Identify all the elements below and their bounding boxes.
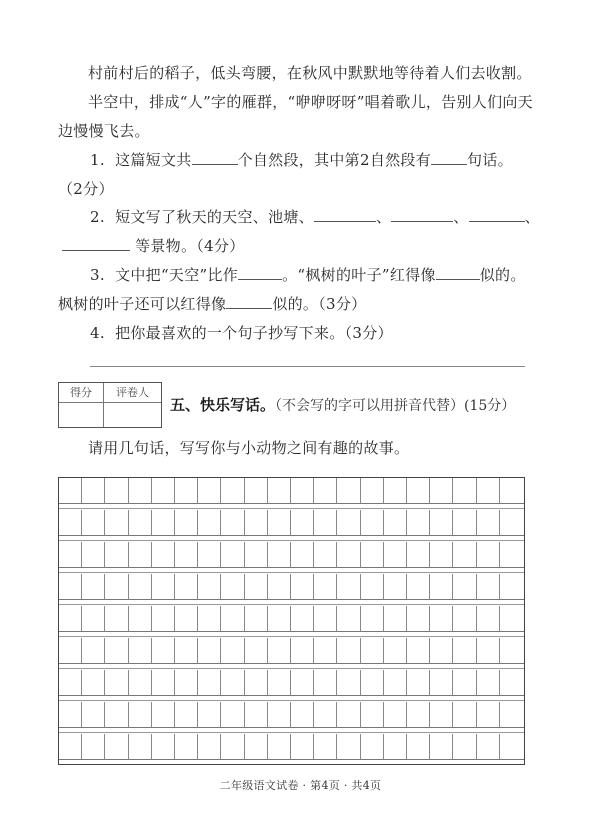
grid-cell[interactable] [314,702,337,727]
grid-cell[interactable] [314,574,337,599]
grid-cell[interactable] [337,670,360,695]
grid-cell[interactable] [129,510,152,535]
grid-cell[interactable] [82,638,105,663]
grid-cell[interactable] [198,702,221,727]
grid-cell[interactable] [361,670,384,695]
grid-row [59,670,524,696]
grid-cell[interactable] [361,510,384,535]
grid-cell[interactable] [105,574,128,599]
row-divider [59,636,524,637]
grid-cell[interactable] [82,574,105,599]
grid-cell[interactable] [430,478,453,503]
grid-cell[interactable] [245,734,268,759]
grid-cell[interactable] [268,638,291,663]
answer-blank[interactable] [431,150,467,165]
question-1-score: （2分） [58,180,114,198]
grid-cell[interactable] [430,606,453,631]
grid-cell[interactable] [430,638,453,663]
grid-cell[interactable] [221,734,244,759]
question-3-text-c: 似的。 [479,266,526,284]
answer-blank[interactable] [192,150,238,165]
question-1 [90,150,513,170]
grid-cell[interactable] [129,542,152,567]
grid-cell[interactable] [59,574,82,599]
grid-cell[interactable] [430,670,453,695]
grid-cell[interactable] [361,574,384,599]
grid-cell[interactable] [105,606,128,631]
grid-cell[interactable] [291,574,314,599]
grid-cell[interactable] [105,734,128,759]
passage-line-3: 边慢慢飞去。 [58,122,150,140]
grid-cell[interactable] [152,702,175,727]
section-5-note: （不会写的字可以用拼音代替）(15分） [275,398,516,414]
grid-cell[interactable] [384,734,407,759]
grid-cell[interactable] [82,702,105,727]
grid-cell[interactable] [129,702,152,727]
grid-cell[interactable] [337,734,360,759]
grid-cell[interactable] [129,606,152,631]
answer-blank[interactable] [62,236,130,251]
question-2-text-b: 等景物。（4分） [135,237,245,255]
grid-cell[interactable] [407,542,430,567]
grid-cell[interactable] [152,638,175,663]
grid-row [59,510,524,536]
grid-cell[interactable] [105,670,128,695]
grid-cell[interactable] [268,670,291,695]
answer-blank[interactable] [238,265,282,280]
question-3-text-b: 。“枫树的叶子”红得像 [282,266,436,284]
grid-cell[interactable] [245,670,268,695]
grid-cell[interactable] [59,702,82,727]
grid-cell[interactable] [407,670,430,695]
grid-cell[interactable] [198,734,221,759]
grid-cell[interactable] [337,638,360,663]
grid-cell[interactable] [430,574,453,599]
grid-cell[interactable] [384,702,407,727]
grid-row [59,542,524,568]
passage-line-2: 半空中，排成“人”字的雁群，“咿咿呀呀”唱着歌儿，告别人们向天 [88,93,533,111]
grid-cell[interactable] [361,478,384,503]
question-3-cont [58,294,366,314]
grid-cell[interactable] [407,478,430,503]
grid-cell[interactable] [268,606,291,631]
grid-cell[interactable] [453,574,476,599]
grid-cell[interactable] [453,702,476,727]
grid-cell[interactable] [198,510,221,535]
grid-cell[interactable] [175,478,198,503]
grid-cell[interactable] [407,734,430,759]
question-1-text-a: 这篇短文共 [115,151,192,169]
grid-cell[interactable] [221,638,244,663]
grid-cell[interactable] [198,670,221,695]
question-1-number: 1. [90,151,105,169]
row-divider [59,572,524,573]
grader-cell[interactable] [104,403,161,427]
separator: 、 [375,208,392,226]
answer-blank[interactable] [469,207,525,222]
grid-cell[interactable] [477,670,500,695]
section-5-title: 五、快乐写话。 [170,396,276,414]
grid-cell[interactable] [314,670,337,695]
section-5-heading [170,395,515,416]
grid-cell[interactable] [453,606,476,631]
grid-cell[interactable] [152,670,175,695]
question-1-text-b: 个自然段，其中第2自然段有 [237,151,432,169]
grid-cell[interactable] [198,574,221,599]
grid-cell[interactable] [477,478,500,503]
grid-cell[interactable] [384,670,407,695]
grid-cell[interactable] [337,510,360,535]
grid-cell[interactable] [221,510,244,535]
grid-cell[interactable] [291,670,314,695]
grid-cell[interactable] [477,734,500,759]
grid-cell[interactable] [82,670,105,695]
score-table [58,382,162,428]
grid-cell[interactable] [245,574,268,599]
row-divider [59,540,524,541]
grid-row [59,638,524,664]
score-cell[interactable] [59,403,104,427]
grid-cell[interactable] [430,734,453,759]
grid-cell[interactable] [268,542,291,567]
question-3-text-d: 枫树的叶子还可以红得像 [58,295,227,313]
grid-cell[interactable] [453,478,476,503]
question-3-number: 3. [90,266,105,284]
grid-cell[interactable] [59,670,82,695]
writing-prompt: 请用几句话，写写你与小动物之间有趣的故事。 [88,439,410,457]
answer-blank[interactable] [314,207,376,222]
grid-cell[interactable] [221,702,244,727]
question-2-number: 2. [90,208,105,226]
question-3-text-a: 文中把“天空”比作 [115,266,239,284]
grid-cell[interactable] [82,478,105,503]
grid-cell[interactable] [175,606,198,631]
question-4-text: 把你最喜欢的一个句子抄写下来。（3分） [115,324,393,342]
grid-cell[interactable] [268,478,291,503]
grid-cell[interactable] [82,542,105,567]
grid-cell[interactable] [453,510,476,535]
grid-cell[interactable] [384,478,407,503]
score-header: 得分 [59,383,104,403]
grid-cell[interactable] [105,478,128,503]
grid-cell[interactable] [453,542,476,567]
grid-cell[interactable] [314,510,337,535]
grid-cell[interactable] [291,478,314,503]
row-divider [59,668,524,669]
grid-cell[interactable] [430,702,453,727]
grid-row [59,734,524,760]
grid-cell[interactable] [129,638,152,663]
answer-line[interactable] [90,366,525,367]
grid-row [59,478,524,504]
answer-blank[interactable] [436,265,480,280]
grid-cell[interactable] [82,606,105,631]
grid-cell[interactable] [477,574,500,599]
grid-cell[interactable] [453,638,476,663]
grid-cell[interactable] [314,478,337,503]
grid-cell[interactable] [59,542,82,567]
grid-cell[interactable] [175,702,198,727]
grid-cell[interactable] [384,542,407,567]
grid-cell[interactable] [314,542,337,567]
grid-cell[interactable] [268,574,291,599]
writing-grid[interactable] [58,477,525,765]
row-divider [59,604,524,605]
grid-cell[interactable] [430,542,453,567]
grid-cell[interactable] [268,702,291,727]
grid-cell[interactable] [361,734,384,759]
grader-header: 评卷人 [104,383,161,403]
grid-cell[interactable] [314,606,337,631]
answer-blank[interactable] [391,207,453,222]
grid-cell[interactable] [384,638,407,663]
grid-cell[interactable] [152,510,175,535]
grid-cell[interactable] [291,542,314,567]
question-2 [90,207,540,227]
grid-cell[interactable] [291,702,314,727]
grid-cell[interactable] [407,702,430,727]
grid-cell[interactable] [221,542,244,567]
grid-cell[interactable] [245,606,268,631]
grid-cell[interactable] [152,542,175,567]
grid-cell[interactable] [337,574,360,599]
grid-row [59,702,524,728]
grid-cell[interactable] [291,638,314,663]
grid-cell[interactable] [198,638,221,663]
grid-cell[interactable] [337,702,360,727]
grid-cell[interactable] [268,510,291,535]
question-2-text-a: 短文写了秋天的天空、池塘、 [115,208,314,226]
grid-cell[interactable] [59,606,82,631]
grid-cell[interactable] [59,638,82,663]
grid-cell[interactable] [221,574,244,599]
grid-cell[interactable] [82,734,105,759]
grid-cell[interactable] [361,702,384,727]
grid-cell[interactable] [407,638,430,663]
grid-cell[interactable] [152,574,175,599]
separator: 、 [524,208,540,226]
grid-cell[interactable] [314,734,337,759]
grid-cell[interactable] [453,670,476,695]
grid-cell[interactable] [477,702,500,727]
question-3-text-e: 似的。（3分） [272,295,367,313]
grid-cell[interactable] [384,510,407,535]
grid-cell[interactable] [477,638,500,663]
grid-cell[interactable] [268,734,291,759]
grid-cell[interactable] [198,478,221,503]
question-4-number: 4. [90,324,105,342]
page-footer: 二年级语文试卷 · 第4页 · 共4页 [219,779,382,792]
grid-cell[interactable] [105,542,128,567]
row-divider [59,508,524,509]
grid-cell[interactable] [361,606,384,631]
grid-cell[interactable] [175,574,198,599]
grid-cell[interactable] [291,734,314,759]
row-divider [59,700,524,701]
grid-cell[interactable] [407,574,430,599]
grid-cell[interactable] [337,478,360,503]
grid-cell[interactable] [129,670,152,695]
grid-cell[interactable] [59,734,82,759]
grid-cell[interactable] [175,734,198,759]
separator: 、 [453,208,469,226]
grid-cell[interactable] [314,638,337,663]
grid-cell[interactable] [384,606,407,631]
grid-cell[interactable] [384,574,407,599]
answer-blank[interactable] [226,294,272,309]
grid-cell[interactable] [477,606,500,631]
grid-cell[interactable] [407,510,430,535]
question-3 [90,265,526,285]
grid-cell[interactable] [245,510,268,535]
grid-cell[interactable] [407,606,430,631]
grid-cell[interactable] [245,702,268,727]
grid-cell[interactable] [453,734,476,759]
grid-cell[interactable] [221,670,244,695]
grid-cell[interactable] [175,510,198,535]
grid-cell[interactable] [245,638,268,663]
grid-cell[interactable] [245,542,268,567]
grid-cell[interactable] [198,542,221,567]
grid-cell[interactable] [129,478,152,503]
grid-cell[interactable] [105,510,128,535]
grid-cell[interactable] [361,542,384,567]
grid-cell[interactable] [291,606,314,631]
grid-cell[interactable] [82,510,105,535]
grid-cell[interactable] [152,606,175,631]
grid-cell[interactable] [152,734,175,759]
grid-cell[interactable] [59,478,82,503]
grid-cell[interactable] [291,510,314,535]
passage-line-1: 村前村后的稻子，低头弯腰，在秋风中默默地等待着人们去收割。 [88,64,532,82]
question-1-text-c: 句话。 [467,151,513,169]
grid-row [59,574,524,600]
grid-cell[interactable] [221,478,244,503]
grid-cell[interactable] [430,510,453,535]
grid-cell[interactable] [221,606,244,631]
grid-cell[interactable] [175,638,198,663]
grid-cell[interactable] [59,510,82,535]
grid-cell[interactable] [129,734,152,759]
grid-cell[interactable] [198,606,221,631]
question-4 [90,323,393,343]
grid-cell[interactable] [152,478,175,503]
grid-cell[interactable] [105,702,128,727]
grid-cell[interactable] [477,510,500,535]
grid-cell[interactable] [175,670,198,695]
grid-cell[interactable] [337,606,360,631]
grid-cell[interactable] [337,542,360,567]
grid-cell[interactable] [105,638,128,663]
row-divider [59,732,524,733]
grid-cell[interactable] [129,574,152,599]
grid-cell[interactable] [175,542,198,567]
grid-cell[interactable] [361,638,384,663]
grid-cell[interactable] [477,542,500,567]
grid-row [59,606,524,632]
grid-cell[interactable] [245,478,268,503]
question-2-cont [62,236,245,256]
